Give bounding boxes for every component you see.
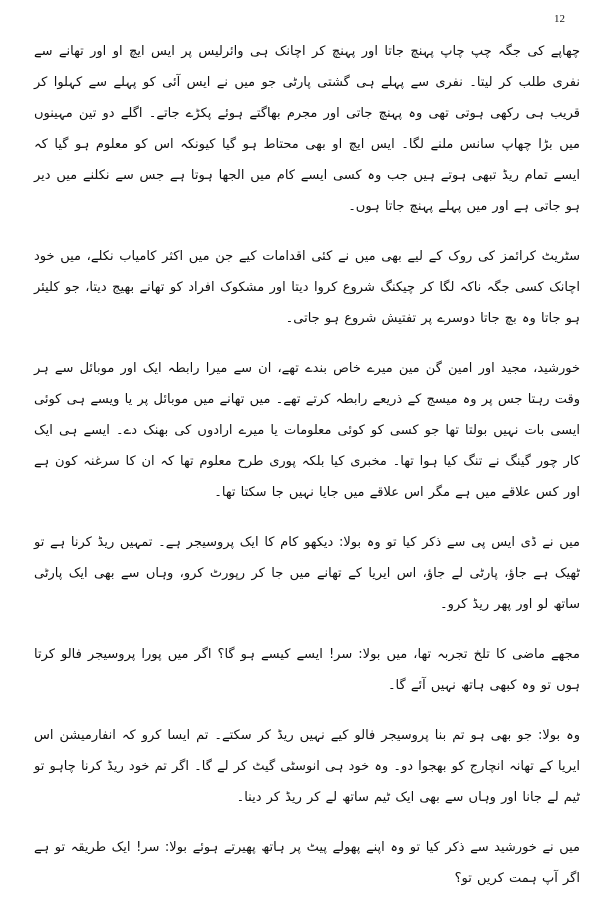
page-body [34,36,580,913]
paragraph-5: مجھے ماضی کا تلخ تجربہ تھا، میں بولا: سر! ایسے کیسے ہو گا؟ اگر میں پورا پروسیجر فالو کرتا ہوں تو وہ کبھی ہاتھ نہیں آئے گا۔ [34,647,580,693]
paragraph-1: چھاپے کی جگہ چپ چاپ پہنچ جاتا اور پہنچ کر اچانک ہی وائرلیس پر ایس ایچ او اور تھانے سے نفری طلب کر لیتا۔ نفری سے پہلے ہی گشتی پارٹی جو میں نے ایس آئی کو پہلے سے کہلوا کر قریب ہی رکھی ہوتی تھی وہ پہنچ جاتی اور مجرم بھاگتے ہوئے پکڑے جاتے۔ اگلے دو تین مہینوں میں بڑا چھاپ سانس ملنے لگا۔ ایس ایچ او بھی محتاط ہو گیا کیونکہ اس کو معلوم ہو گیا کہ ایسے تمام ریڈ تبھی ہوتے ہیں جب وہ کسی ایسے کام میں الجھا ہوتا ہے جس سے نکلنے میں دیر ہو جاتی ہے اور میں پہلے پہنچ جاتا ہوں۔ [34,44,580,214]
paragraph-3: خورشید، مجید اور امین گن مین میرے خاص بندے تھے، ان سے میرا رابطہ ایک اور موبائل سے ہر وقت رہتا جس پر وہ میسج کے ذریعے رابطہ کرتے تھے۔ میں تھانے میں موبائل پر یا ویسے ہی کوئی ایسی بات نہیں بولتا تھا جو کسی کو کوئی معلومات یا میرے ارادوں کی بھنک دے۔ ایسے ہی ایک کار چور گینگ نے تنگ کیا ہوا تھا۔ مخبری کیا بلکہ پوری طرح معلوم تھا کہ ان کا سرغنہ کون ہے اور کس علاقے میں ہے مگر اس علاقے میں جایا نہیں جا سکتا تھا۔ [34,361,580,500]
paragraph-2: سٹریٹ کرائمز کی روک کے لیے بھی میں نے کئی اقدامات کیے جن میں اکثر کامیاب نکلے، میں خود اچانک کسی جگہ ناکہ لگا کر چیکنگ شروع کروا دیتا اور مشکوک افراد کو تھانے بھیج دیتا، جو کلیئر ہو جاتا وہ بچ جاتا دوسرے پر تفتیش شروع ہو جاتی۔ [34,249,580,326]
paragraph-4: میں نے ڈی ایس پی سے ذکر کیا تو وہ بولا: دیکھو کام کا ایک پروسیجر ہے۔ تمہیں ریڈ کرنا ہے تو ٹھیک ہے جاؤ، پارٹی لے جاؤ، اس ایریا کے تھانے میں جا کر رپورٹ کرو، وہاں سے بھی ایک پارٹی ساتھ لو اور پھر ریڈ کرو۔ [34,535,580,612]
paragraph-7: میں نے خورشید سے ذکر کیا تو وہ اپنے پھولے پیٹ پر ہاتھ پھیرتے ہوئے بولا: سر! ایک طریقہ تو ہے اگر آپ ہمت کریں تو؟ [34,840,580,886]
page-number: 12 [554,13,565,25]
paragraph-6: وہ بولا: جو بھی ہو تم بنا پروسیجر فالو کیے نہیں ریڈ کر سکتے۔ تم ایسا کرو کہ انفارمیشن اس ایریا کے تھانہ انچارج کو بھجوا دو۔ وہ خود ہی انوسٹی گیٹ کر لے گا۔ اگر تم خود ریڈ کرنا چاہو تو ٹیم لے جانا اور وہاں سے بھی ایک ٹیم ساتھ لے کر ریڈ کر دینا۔ [34,728,580,805]
